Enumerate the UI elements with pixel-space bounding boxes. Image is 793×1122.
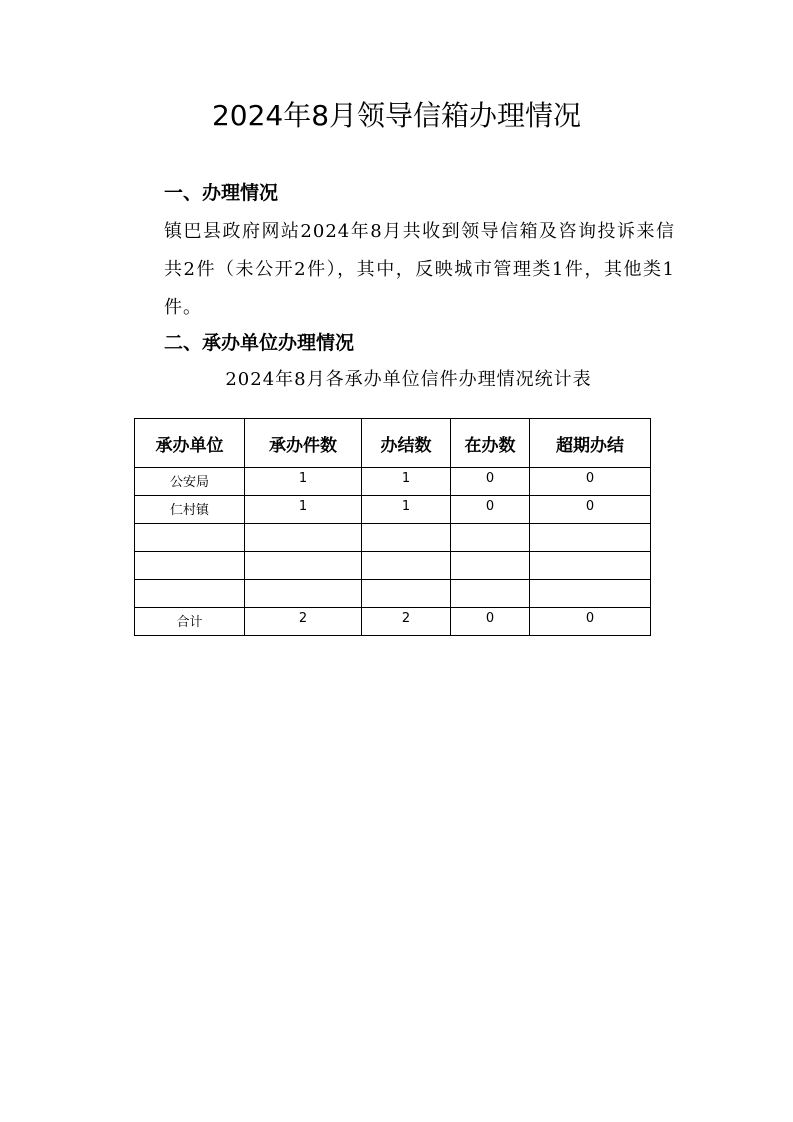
table-row (135, 468, 651, 496)
header-unit: 承办单位 (135, 419, 245, 468)
cell (135, 552, 245, 580)
cell: 0 (530, 496, 651, 524)
cell (245, 580, 362, 608)
cell: 仁村镇 (135, 496, 245, 524)
section-heading-units: 二、承办单位办理情况 (164, 332, 355, 354)
page-title: 2024年8月领导信箱办理情况 (211, 99, 582, 132)
section-paragraph-handling (123, 213, 675, 327)
header-overdue: 超期办结 (530, 419, 651, 468)
cell (530, 524, 651, 552)
cell (451, 580, 530, 608)
cell (362, 524, 451, 552)
section-heading-handling: 一、办理情况 (164, 182, 279, 204)
table-header-row (135, 419, 651, 468)
cell (451, 524, 530, 552)
cell (530, 552, 651, 580)
cell: 1 (245, 468, 362, 496)
cell: 0 (451, 468, 530, 496)
statistics-table (134, 418, 651, 636)
cell (245, 524, 362, 552)
cell (530, 580, 651, 608)
cell (245, 552, 362, 580)
table-row (135, 552, 651, 580)
cell (362, 580, 451, 608)
header-in-progress: 在办数 (451, 419, 530, 468)
table-row (135, 524, 651, 552)
cell: 1 (362, 468, 451, 496)
cell: 1 (362, 496, 451, 524)
header-completed: 办结数 (362, 419, 451, 468)
cell: 0 (530, 468, 651, 496)
cell: 1 (245, 496, 362, 524)
cell (135, 524, 245, 552)
cell (362, 552, 451, 580)
table-caption: 2024年8月各承办单位信件办理情况统计表 (225, 369, 592, 390)
cell: 公安局 (135, 468, 245, 496)
cell (451, 552, 530, 580)
table-total-row (135, 608, 651, 636)
table-row (135, 496, 651, 524)
paragraph-text: 镇巴县政府网站2024年8月共收到领导信箱及咨询投诉来信共2件（未公开2件），其中，反映城市管理类1件，其他类1件。 (164, 221, 675, 318)
cell: 0 (530, 608, 651, 636)
cell (135, 580, 245, 608)
cell: 0 (451, 608, 530, 636)
cell: 合计 (135, 608, 245, 636)
cell: 2 (245, 608, 362, 636)
header-assigned: 承办件数 (245, 419, 362, 468)
cell: 0 (451, 496, 530, 524)
table-row (135, 580, 651, 608)
cell: 2 (362, 608, 451, 636)
